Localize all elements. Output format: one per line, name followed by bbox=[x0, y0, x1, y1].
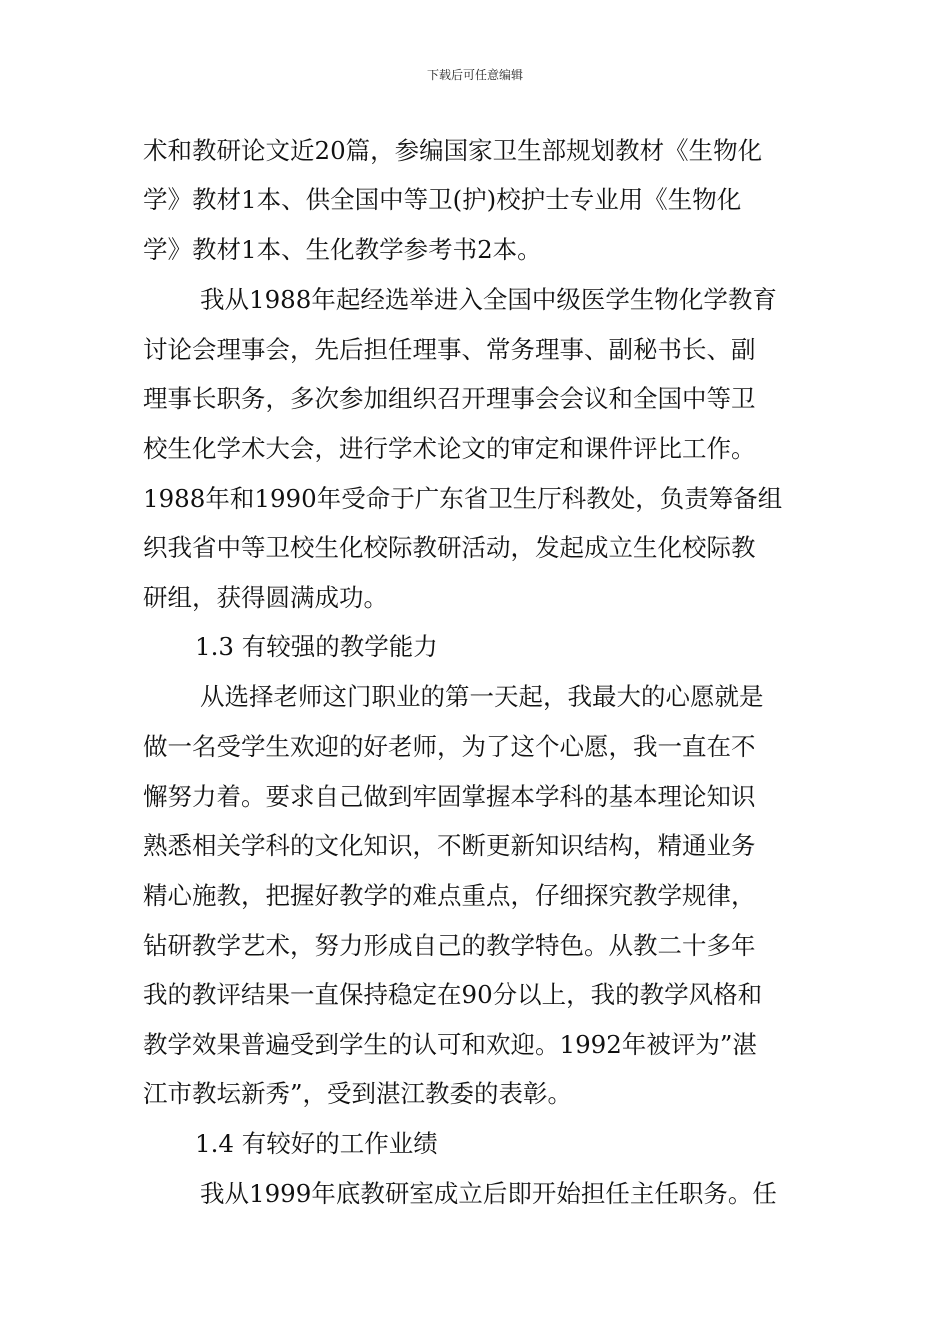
text-line: 教学效果普遍受到学生的认可和欢迎。1992年被评为”湛 bbox=[143, 1030, 757, 1059]
section-heading: 1.3 有较强的教学能力 bbox=[195, 632, 438, 661]
text-line: 懈努力着。要求自己做到牢固掌握本学科的基本理论知识 bbox=[143, 782, 756, 811]
text-line: 讨论会理事会，先后担任理事、常务理事、副秘书长、副 bbox=[143, 335, 756, 364]
paragraph-start-line: 从选择老师这门职业的第一天起，我最大的心愿就是 bbox=[200, 682, 764, 711]
text-line: 织我省中等卫校生化校际教研活动，发起成立生化校际教 bbox=[143, 533, 756, 562]
text-line: 熟悉相关学科的文化知识，不断更新知识结构，精通业务 bbox=[143, 831, 756, 860]
text-line: 做一名受学生欢迎的好老师，为了这个心愿，我一直在不 bbox=[143, 732, 756, 761]
text-line: 研组，获得圆满成功。 bbox=[143, 583, 388, 612]
paragraph-start-line: 我从1999年底教研室成立后即开始担任主任职务。任 bbox=[200, 1179, 777, 1208]
text-line: 校生化学术大会，进行学术论文的审定和课件评比工作。 bbox=[143, 434, 756, 463]
page-header: 下载后可任意编辑 bbox=[426, 68, 523, 82]
text-line: 学》教材1本、生化教学参考书2本。 bbox=[143, 235, 542, 264]
text-line: 理事长职务，多次参加组织召开理事会会议和全国中等卫 bbox=[143, 384, 756, 413]
paragraph-start-line: 我从1988年起经选举进入全国中级医学生物化学教育 bbox=[200, 285, 777, 314]
text-line: 术和教研论文近20篇，参编国家卫生部规划教材《生物化 bbox=[143, 136, 763, 165]
text-line: 学》教材1本、供全国中等卫(护)校护士专业用《生物化 bbox=[143, 185, 742, 214]
text-line: 我的教评结果一直保持稳定在90分以上，我的教学风格和 bbox=[143, 980, 763, 1009]
text-line: 1988年和1990年受命于广东省卫生厅科教处，负责筹备组 bbox=[143, 484, 783, 513]
section-heading: 1.4 有较好的工作业绩 bbox=[195, 1129, 438, 1158]
text-line: 精心施教，把握好教学的难点重点，仔细探究教学规律， bbox=[143, 881, 756, 910]
text-line: 江市教坛新秀”，受到湛江教委的表彰。 bbox=[143, 1079, 573, 1108]
text-line: 钻研教学艺术，努力形成自己的教学特色。从教二十多年 bbox=[143, 931, 756, 960]
